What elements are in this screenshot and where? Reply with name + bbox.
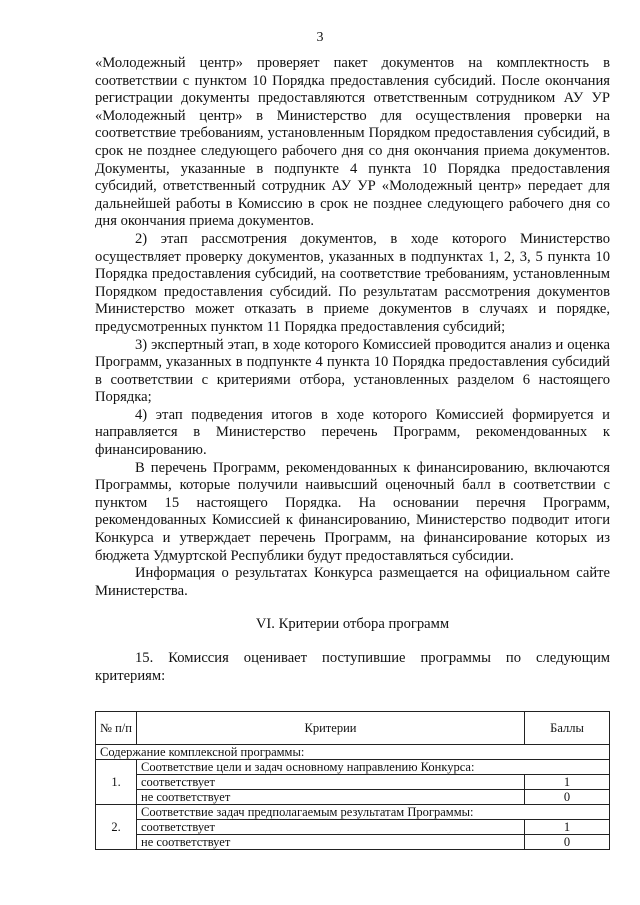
paragraph: «Молодежный центр» проверяет пакет документов на комплектность в соответствии с пунктом 10 Порядка предоставления субсидий. После окончания регистрации документы предоставляются ответственным сотрудником АУ УР «Молодежный центр» в Министерство для осуществления проверки на соответствие требованиям, установленным Порядком предоставления субсидий, в срок не позднее следующего рабочего дня со дня окончания приема документов. Документы, указанные в подпункте 4 пункта 10 Порядка предоставления субсидий, ответственный сотрудник АУ УР «Молодежный центр» передает для дальнейшей работы в Комиссию в срок не позднее следующего рабочего дня со дня окончания приема документов.	[95, 55, 610, 230]
table-row	[96, 775, 610, 790]
table-row	[96, 790, 610, 805]
paragraph: 2) этап рассмотрения документов, в ходе которого Министерство осуществляет проверку документов, указанных в подпунктах 1, 2, 3, 5 пункта 10 Порядка предоставления субсидий, на соответствие требованиям, установленным Порядком предоставления субсидий. По результатам рассмотрения документов Министерство может отказать в приеме документов в случаях и порядке, предусмотренных пунктом 11 Порядка предоставления субсидий;	[95, 230, 610, 335]
option-label: соответствует	[137, 775, 525, 790]
option-score: 0	[525, 790, 610, 805]
criterion-text: Соответствие задач предполагаемым результатам Программы:	[137, 805, 610, 820]
header-num: № п/п	[96, 712, 137, 745]
section-title: VI. Критерии отбора программ	[255, 616, 450, 633]
table-row	[96, 760, 610, 775]
header-criteria: Критерии	[137, 712, 525, 745]
table-header-row	[96, 712, 610, 745]
option-score: 0	[525, 835, 610, 850]
table-section-row	[96, 745, 610, 760]
criteria-intro: 15. Комиссия оценивает поступившие программы по следующим критериям:	[95, 650, 610, 684]
table-row	[96, 805, 610, 820]
paragraph: 3) экспертный этап, в ходе которого Комиссией проводится анализ и оценка Программ, указанных в подпункте 4 пункта 10 Порядка предоставления субсидий в соответствии с критериями отбора, установленных разделом 6 настоящего Порядка;	[95, 336, 610, 406]
header-score: Баллы	[525, 712, 610, 745]
paragraph: В перечень Программ, рекомендованных к финансированию, включаются Программы, которые получили наивысший оценочный балл в соответствии с пунктом 15 настоящего Порядка. На основании перечня Программ, рекомендованных Комиссией к финансированию, Министерство подводит итоги Конкурса и утверждает перечень Программ, на финансирование которых из бюджета Удмуртской Республики будут предоставляться субсидии.	[95, 459, 610, 564]
table-row	[96, 820, 610, 835]
option-label: не соответствует	[137, 790, 525, 805]
page-number: 3	[316, 30, 324, 45]
criterion-number: 2.	[96, 805, 137, 850]
criterion-text: Соответствие цели и задач основному направлению Конкурса:	[137, 760, 610, 775]
table-row	[96, 835, 610, 850]
paragraph: 4) этап подведения итогов в ходе которого Комиссией формируется и направляется в Министерство перечень Программ, рекомендованных к финансированию.	[95, 406, 610, 459]
criterion-number: 1.	[96, 760, 137, 805]
option-score: 1	[525, 775, 610, 790]
option-label: соответствует	[137, 820, 525, 835]
document-body	[95, 55, 610, 850]
paragraph: Информация о результатах Конкурса размещается на официальном сайте Министерства.	[95, 565, 610, 599]
option-label: не соответствует	[137, 835, 525, 850]
section-label: Содержание комплексной программы:	[96, 745, 610, 760]
option-score: 1	[525, 820, 610, 835]
criteria-table	[95, 711, 610, 850]
